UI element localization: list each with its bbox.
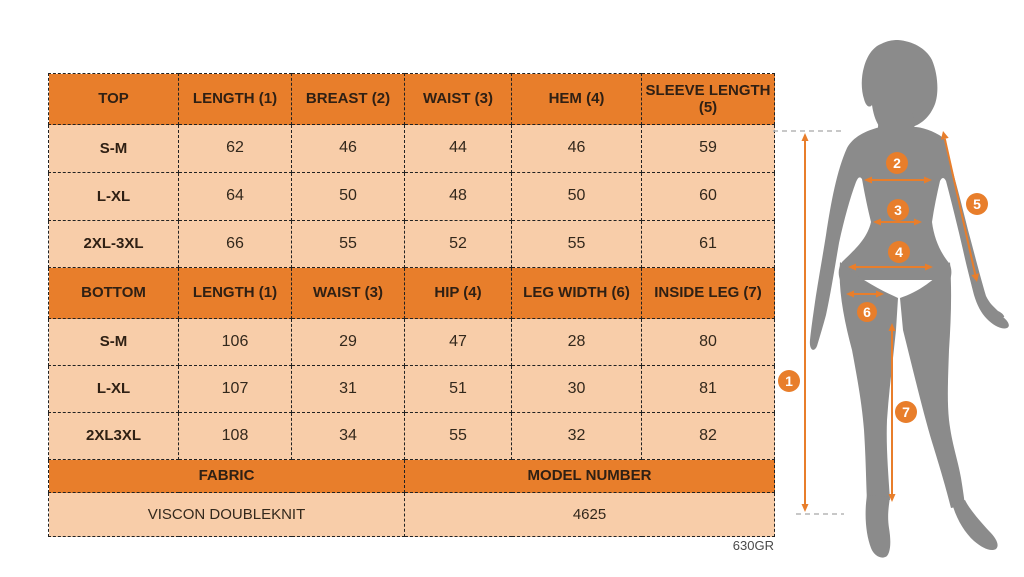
header-cell-breast: BREAST (2) <box>292 74 405 125</box>
header-cell-model-number: MODEL NUMBER <box>405 460 775 493</box>
size-label: 2XL-3XL <box>49 221 179 268</box>
header-cell-sleeve-length: SLEEVE LENGTH (5) <box>642 74 775 125</box>
measurement-figure <box>760 0 1024 577</box>
size-chart-table <box>48 73 775 537</box>
size-label: S-M <box>49 125 179 173</box>
value-cell: 51 <box>405 366 512 413</box>
table-row <box>49 173 775 221</box>
header-cell-waist: WAIST (3) <box>405 74 512 125</box>
svg-text:1: 1 <box>785 373 793 389</box>
header-cell-leg-width: LEG WIDTH (6) <box>512 268 642 319</box>
value-cell: 55 <box>405 413 512 460</box>
value-cell: 64 <box>179 173 292 221</box>
svg-text:5: 5 <box>973 196 981 212</box>
header-cell-length: LENGTH (1) <box>179 268 292 319</box>
table-row <box>49 319 775 366</box>
value-cell: 50 <box>292 173 405 221</box>
value-cell: 29 <box>292 319 405 366</box>
footer-header-row <box>49 460 775 493</box>
value-cell: 30 <box>512 366 642 413</box>
table-row <box>49 413 775 460</box>
svg-text:4: 4 <box>895 244 903 260</box>
value-cell: 59 <box>642 125 775 173</box>
value-cell: 46 <box>512 125 642 173</box>
weight-note: 630GR <box>732 538 774 553</box>
size-label: S-M <box>49 319 179 366</box>
value-cell: 106 <box>179 319 292 366</box>
measure-arrow-length <box>802 133 809 512</box>
measure-badge-6 <box>857 302 877 322</box>
value-cell: 80 <box>642 319 775 366</box>
fabric-value: VISCON DOUBLEKNIT <box>49 493 405 537</box>
header-cell-fabric: FABRIC <box>49 460 405 493</box>
value-cell: 28 <box>512 319 642 366</box>
woman-silhouette-icon <box>810 40 1009 558</box>
header-cell-inside-leg: INSIDE LEG (7) <box>642 268 775 319</box>
value-cell: 55 <box>512 221 642 268</box>
value-cell: 108 <box>179 413 292 460</box>
table-row <box>49 221 775 268</box>
header-cell-length: LENGTH (1) <box>179 74 292 125</box>
header-cell-top: TOP <box>49 74 179 125</box>
value-cell: 107 <box>179 366 292 413</box>
measure-badge-3 <box>887 199 909 221</box>
svg-text:2: 2 <box>893 155 901 171</box>
value-cell: 62 <box>179 125 292 173</box>
value-cell: 61 <box>642 221 775 268</box>
table-row <box>49 125 775 173</box>
value-cell: 48 <box>405 173 512 221</box>
value-cell: 32 <box>512 413 642 460</box>
measure-badge-5 <box>966 193 988 215</box>
value-cell: 81 <box>642 366 775 413</box>
value-cell: 55 <box>292 221 405 268</box>
model-number-value: 4625 <box>405 493 775 537</box>
value-cell: 46 <box>292 125 405 173</box>
svg-text:3: 3 <box>894 202 902 218</box>
value-cell: 31 <box>292 366 405 413</box>
value-cell: 44 <box>405 125 512 173</box>
value-cell: 52 <box>405 221 512 268</box>
header-cell-bottom: BOTTOM <box>49 268 179 319</box>
table-row <box>49 366 775 413</box>
value-cell: 47 <box>405 319 512 366</box>
measure-badge-4 <box>888 241 910 263</box>
measure-badge-2 <box>886 152 908 174</box>
size-label: 2XL3XL <box>49 413 179 460</box>
measure-badge-7 <box>895 401 917 423</box>
size-label: L-XL <box>49 173 179 221</box>
value-cell: 66 <box>179 221 292 268</box>
header-cell-hip: HIP (4) <box>405 268 512 319</box>
value-cell: 82 <box>642 413 775 460</box>
header-cell-waist: WAIST (3) <box>292 268 405 319</box>
value-cell: 60 <box>642 173 775 221</box>
size-label: L-XL <box>49 366 179 413</box>
measure-badge-1 <box>778 370 800 392</box>
svg-text:7: 7 <box>902 404 910 420</box>
svg-text:6: 6 <box>863 304 871 320</box>
header-cell-hem: HEM (4) <box>512 74 642 125</box>
top-header-row <box>49 74 775 125</box>
value-cell: 34 <box>292 413 405 460</box>
footer-value-row <box>49 493 775 537</box>
value-cell: 50 <box>512 173 642 221</box>
bottom-header-row <box>49 268 775 319</box>
